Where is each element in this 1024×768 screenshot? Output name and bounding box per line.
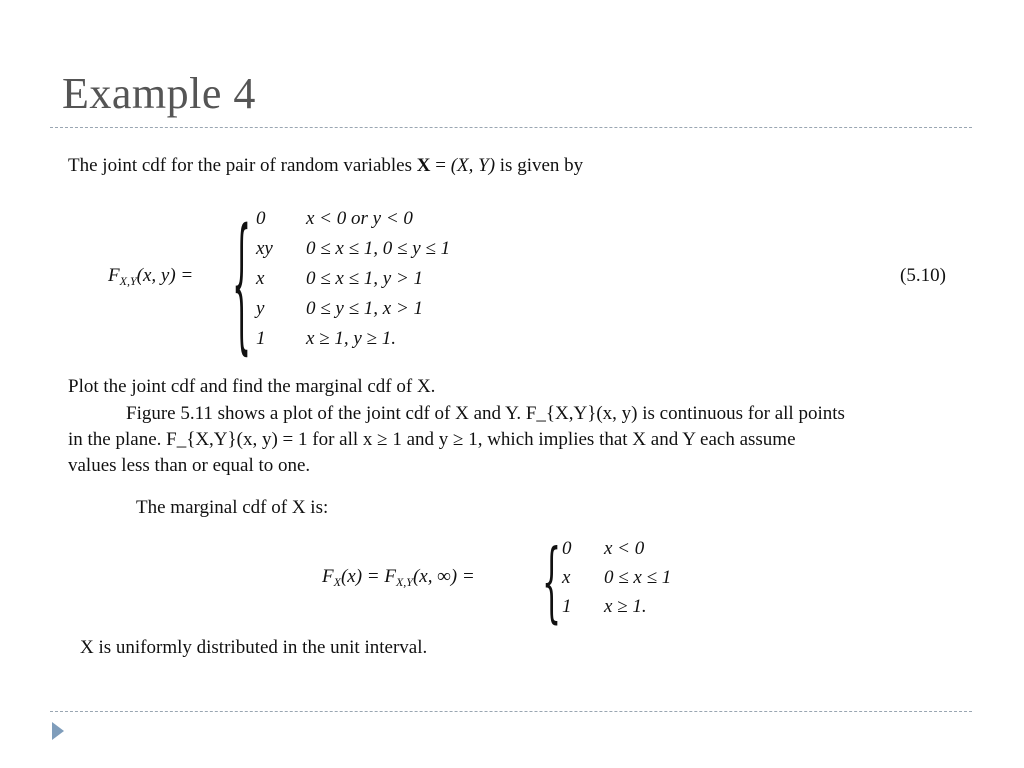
m-lhs-sub2: X,Y (395, 575, 413, 589)
intro-line (68, 152, 583, 179)
lhs-args: (x, y) = (136, 265, 194, 286)
joint-case-value: 0 (256, 208, 266, 229)
joint-case-value: xy (256, 238, 273, 259)
joint-case-condition: x ≥ 1, y ≥ 1. (306, 328, 396, 349)
body-line-5-text: The marginal cdf of X is: (136, 497, 329, 518)
body-line-4 (68, 452, 310, 479)
conclusion-line (80, 634, 427, 661)
joint-case-condition: x < 0 or y < 0 (306, 208, 413, 229)
bullet-triangle-icon (52, 722, 64, 740)
vector-symbol: X (416, 155, 431, 176)
lhs-sub: X,Y (119, 274, 137, 288)
joint-case-condition: 0 ≤ x ≤ 1, 0 ≤ y ≤ 1 (306, 238, 451, 259)
m-lhs-sub: X (333, 575, 341, 589)
equation-number: (5.10) (900, 265, 946, 286)
body-line-2-text: Figure 5.11 shows a plot of the joint cdf of X and Y. F_{X,Y}(x, y) is continuous for all points (126, 403, 845, 424)
marginal-cases-brace: { (542, 533, 562, 635)
joint-case-value: y (256, 298, 265, 319)
body-line-1-text: Plot the joint cdf and find the marginal cdf of X. (68, 376, 436, 397)
intro-text: The joint cdf for the pair of random variables (68, 155, 412, 176)
body-line-4-text: values less than or equal to one. (68, 455, 311, 476)
marginal-case-value: 1 (562, 596, 572, 617)
joint-cdf-lhs (108, 265, 193, 287)
m-lhs-args: (x, ∞) = (412, 566, 475, 587)
marginal-case-value: x (562, 567, 571, 588)
body-line-3-text: in the plane. F_{X,Y}(x, y) = 1 for all x ≥ 1 and y ≥ 1, which implies that X and Y each assume (68, 429, 796, 450)
conclusion-text: X is uniformly distributed in the unit interval. (80, 637, 428, 658)
m-lhs-F: F (322, 566, 334, 587)
body-line-5 (136, 494, 328, 521)
joint-case-value: 1 (256, 328, 266, 349)
footer-divider (50, 711, 972, 712)
intro-tail: is given by (495, 155, 584, 176)
marginal-case-condition: x < 0 (604, 538, 645, 559)
body-line-1 (68, 373, 435, 400)
title-divider (50, 127, 972, 128)
lhs-F: F (108, 265, 120, 286)
joint-case-value: x (256, 268, 265, 289)
slide-title: Example 4 (62, 69, 256, 118)
cases-brace: { (232, 201, 252, 373)
intro-pair: (X, Y) (450, 155, 496, 176)
m-lhs-mid: (x) = F (340, 566, 396, 587)
marginal-cdf-lhs (322, 566, 475, 588)
body-line-3 (68, 426, 796, 453)
marginal-case-condition: x ≥ 1. (604, 596, 647, 617)
joint-case-condition: 0 ≤ x ≤ 1, y > 1 (306, 268, 424, 289)
body-line-2 (126, 400, 845, 427)
intro-eq: = (430, 155, 451, 176)
marginal-case-value: 0 (562, 538, 572, 559)
marginal-case-condition: 0 ≤ x ≤ 1 (604, 567, 672, 588)
joint-case-condition: 0 ≤ y ≤ 1, x > 1 (306, 298, 424, 319)
